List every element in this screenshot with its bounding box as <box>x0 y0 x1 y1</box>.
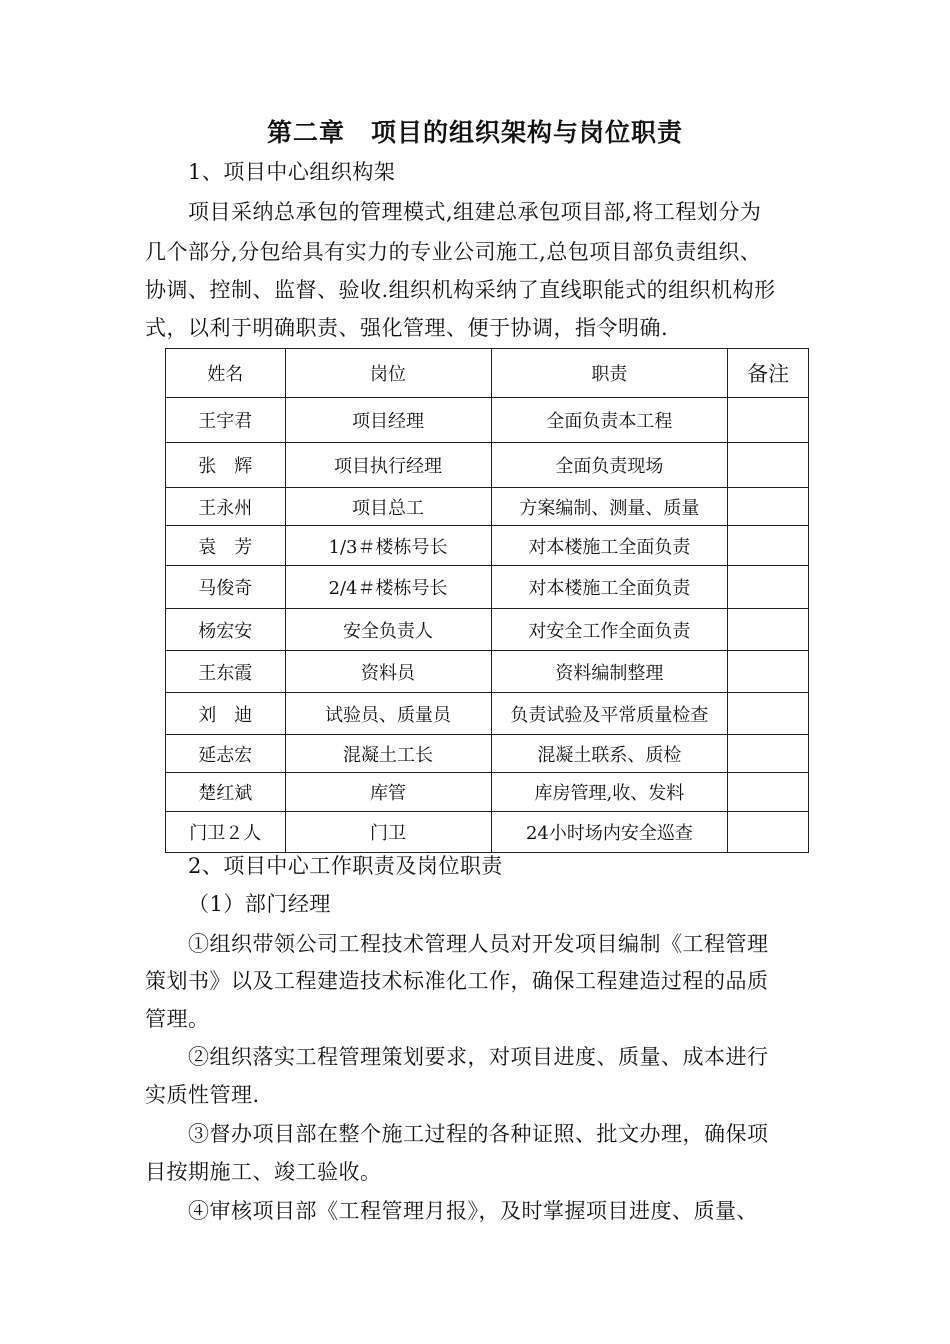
cell-duty: 24小时场内安全巡查 <box>491 812 728 853</box>
paragraph-line: 协调、控制、监督、验收.组织机构采纳了直线职能式的组织机构形 <box>145 278 776 302</box>
item-line: ②组织落实工程管理策划要求，对项目进度、质量、成本进行 <box>188 1045 769 1069</box>
table-row <box>166 398 809 443</box>
table-row <box>166 526 809 566</box>
item-line: ④审核项目部《工程管理月报》，及时掌握项目进度、质量、 <box>188 1199 758 1223</box>
cell-position: 安全负责人 <box>285 609 491 651</box>
cell-remark <box>728 443 809 488</box>
cell-duty: 对本楼施工全面负责 <box>491 526 728 566</box>
item-line: 策划书》以及工程建造技术标准化工作，确保工程建造过程的品质 <box>145 969 769 993</box>
header-name: 姓名 <box>166 349 286 398</box>
item-line: 目按期施工、竣工验收。 <box>145 1160 382 1184</box>
cell-duty: 全面负责本工程 <box>491 398 728 443</box>
header-remark: 备注 <box>728 349 809 398</box>
chapter-title: 第二章 项目的组织架构与岗位职责 <box>266 118 683 147</box>
staff-table <box>165 348 809 853</box>
cell-position: 项目执行经理 <box>285 443 491 488</box>
table-header-row <box>166 349 809 398</box>
cell-duty: 方案编制、测量、质量 <box>491 488 728 526</box>
header-position: 岗位 <box>285 349 491 398</box>
cell-position: 试验员、质量员 <box>285 693 491 735</box>
cell-duty: 负责试验及平常质量检查 <box>491 693 728 735</box>
sub-heading: （1）部门经理 <box>188 892 331 916</box>
cell-remark <box>728 693 809 735</box>
paragraph-line: 项目采纳总承包的管理模式,组建总承包项目部,将工程划分为 <box>188 200 762 224</box>
cell-remark <box>728 398 809 443</box>
cell-duty: 混凝土联系、质检 <box>491 735 728 773</box>
item-line: ③督办项目部在整个施工过程的各种证照、批文办理，确保项 <box>188 1122 769 1146</box>
cell-duty: 对安全工作全面负责 <box>491 609 728 651</box>
cell-name: 楚红斌 <box>166 773 286 812</box>
cell-duty: 资料编制整理 <box>491 651 728 693</box>
paragraph-line: 式，以利于明确职责、强化管理、便于协调，指令明确. <box>145 316 669 340</box>
cell-name: 王东霞 <box>166 651 286 693</box>
cell-name: 延志宏 <box>166 735 286 773</box>
paragraph-line: 几个部分,分包给具有实力的专业公司施工,总包项目部负责组织、 <box>145 240 762 264</box>
table-row <box>166 566 809 609</box>
cell-remark <box>728 651 809 693</box>
cell-remark <box>728 812 809 853</box>
table-row <box>166 693 809 735</box>
cell-remark <box>728 609 809 651</box>
cell-remark <box>728 566 809 609</box>
cell-remark <box>728 773 809 812</box>
table-row <box>166 773 809 812</box>
table-row <box>166 812 809 853</box>
cell-name: 张 辉 <box>166 443 286 488</box>
table-row <box>166 443 809 488</box>
cell-name: 王永州 <box>166 488 286 526</box>
item-line: 管理。 <box>145 1007 210 1031</box>
cell-name: 杨宏安 <box>166 609 286 651</box>
item-line: 实质性管理. <box>145 1083 260 1107</box>
cell-name: 刘 迪 <box>166 693 286 735</box>
cell-position: 2/4＃楼栋号长 <box>285 566 491 609</box>
cell-remark <box>728 488 809 526</box>
cell-duty: 对本楼施工全面负责 <box>491 566 728 609</box>
cell-duty: 全面负责现场 <box>491 443 728 488</box>
cell-duty: 库房管理,收、发料 <box>491 773 728 812</box>
cell-position: 资料员 <box>285 651 491 693</box>
table-row <box>166 488 809 526</box>
table-row <box>166 651 809 693</box>
cell-position: 1/3＃楼栋号长 <box>285 526 491 566</box>
section-1-heading: 1、项目中心组织构架 <box>188 160 396 184</box>
cell-position: 库管 <box>285 773 491 812</box>
cell-name: 王宇君 <box>166 398 286 443</box>
cell-position: 混凝土工长 <box>285 735 491 773</box>
cell-name: 门卫２人 <box>166 812 286 853</box>
section-2-heading: 2、项目中心工作职责及岗位职责 <box>188 854 503 878</box>
cell-position: 门卫 <box>285 812 491 853</box>
table-body <box>166 398 809 853</box>
table-row <box>166 735 809 773</box>
cell-position: 项目经理 <box>285 398 491 443</box>
cell-name: 袁 芳 <box>166 526 286 566</box>
cell-position: 项目总工 <box>285 488 491 526</box>
cell-remark <box>728 735 809 773</box>
header-duty: 职责 <box>491 349 728 398</box>
cell-name: 马俊奇 <box>166 566 286 609</box>
cell-remark <box>728 526 809 566</box>
table-row <box>166 609 809 651</box>
item-line: ①组织带领公司工程技术管理人员对开发项目编制《工程管理 <box>188 932 769 956</box>
